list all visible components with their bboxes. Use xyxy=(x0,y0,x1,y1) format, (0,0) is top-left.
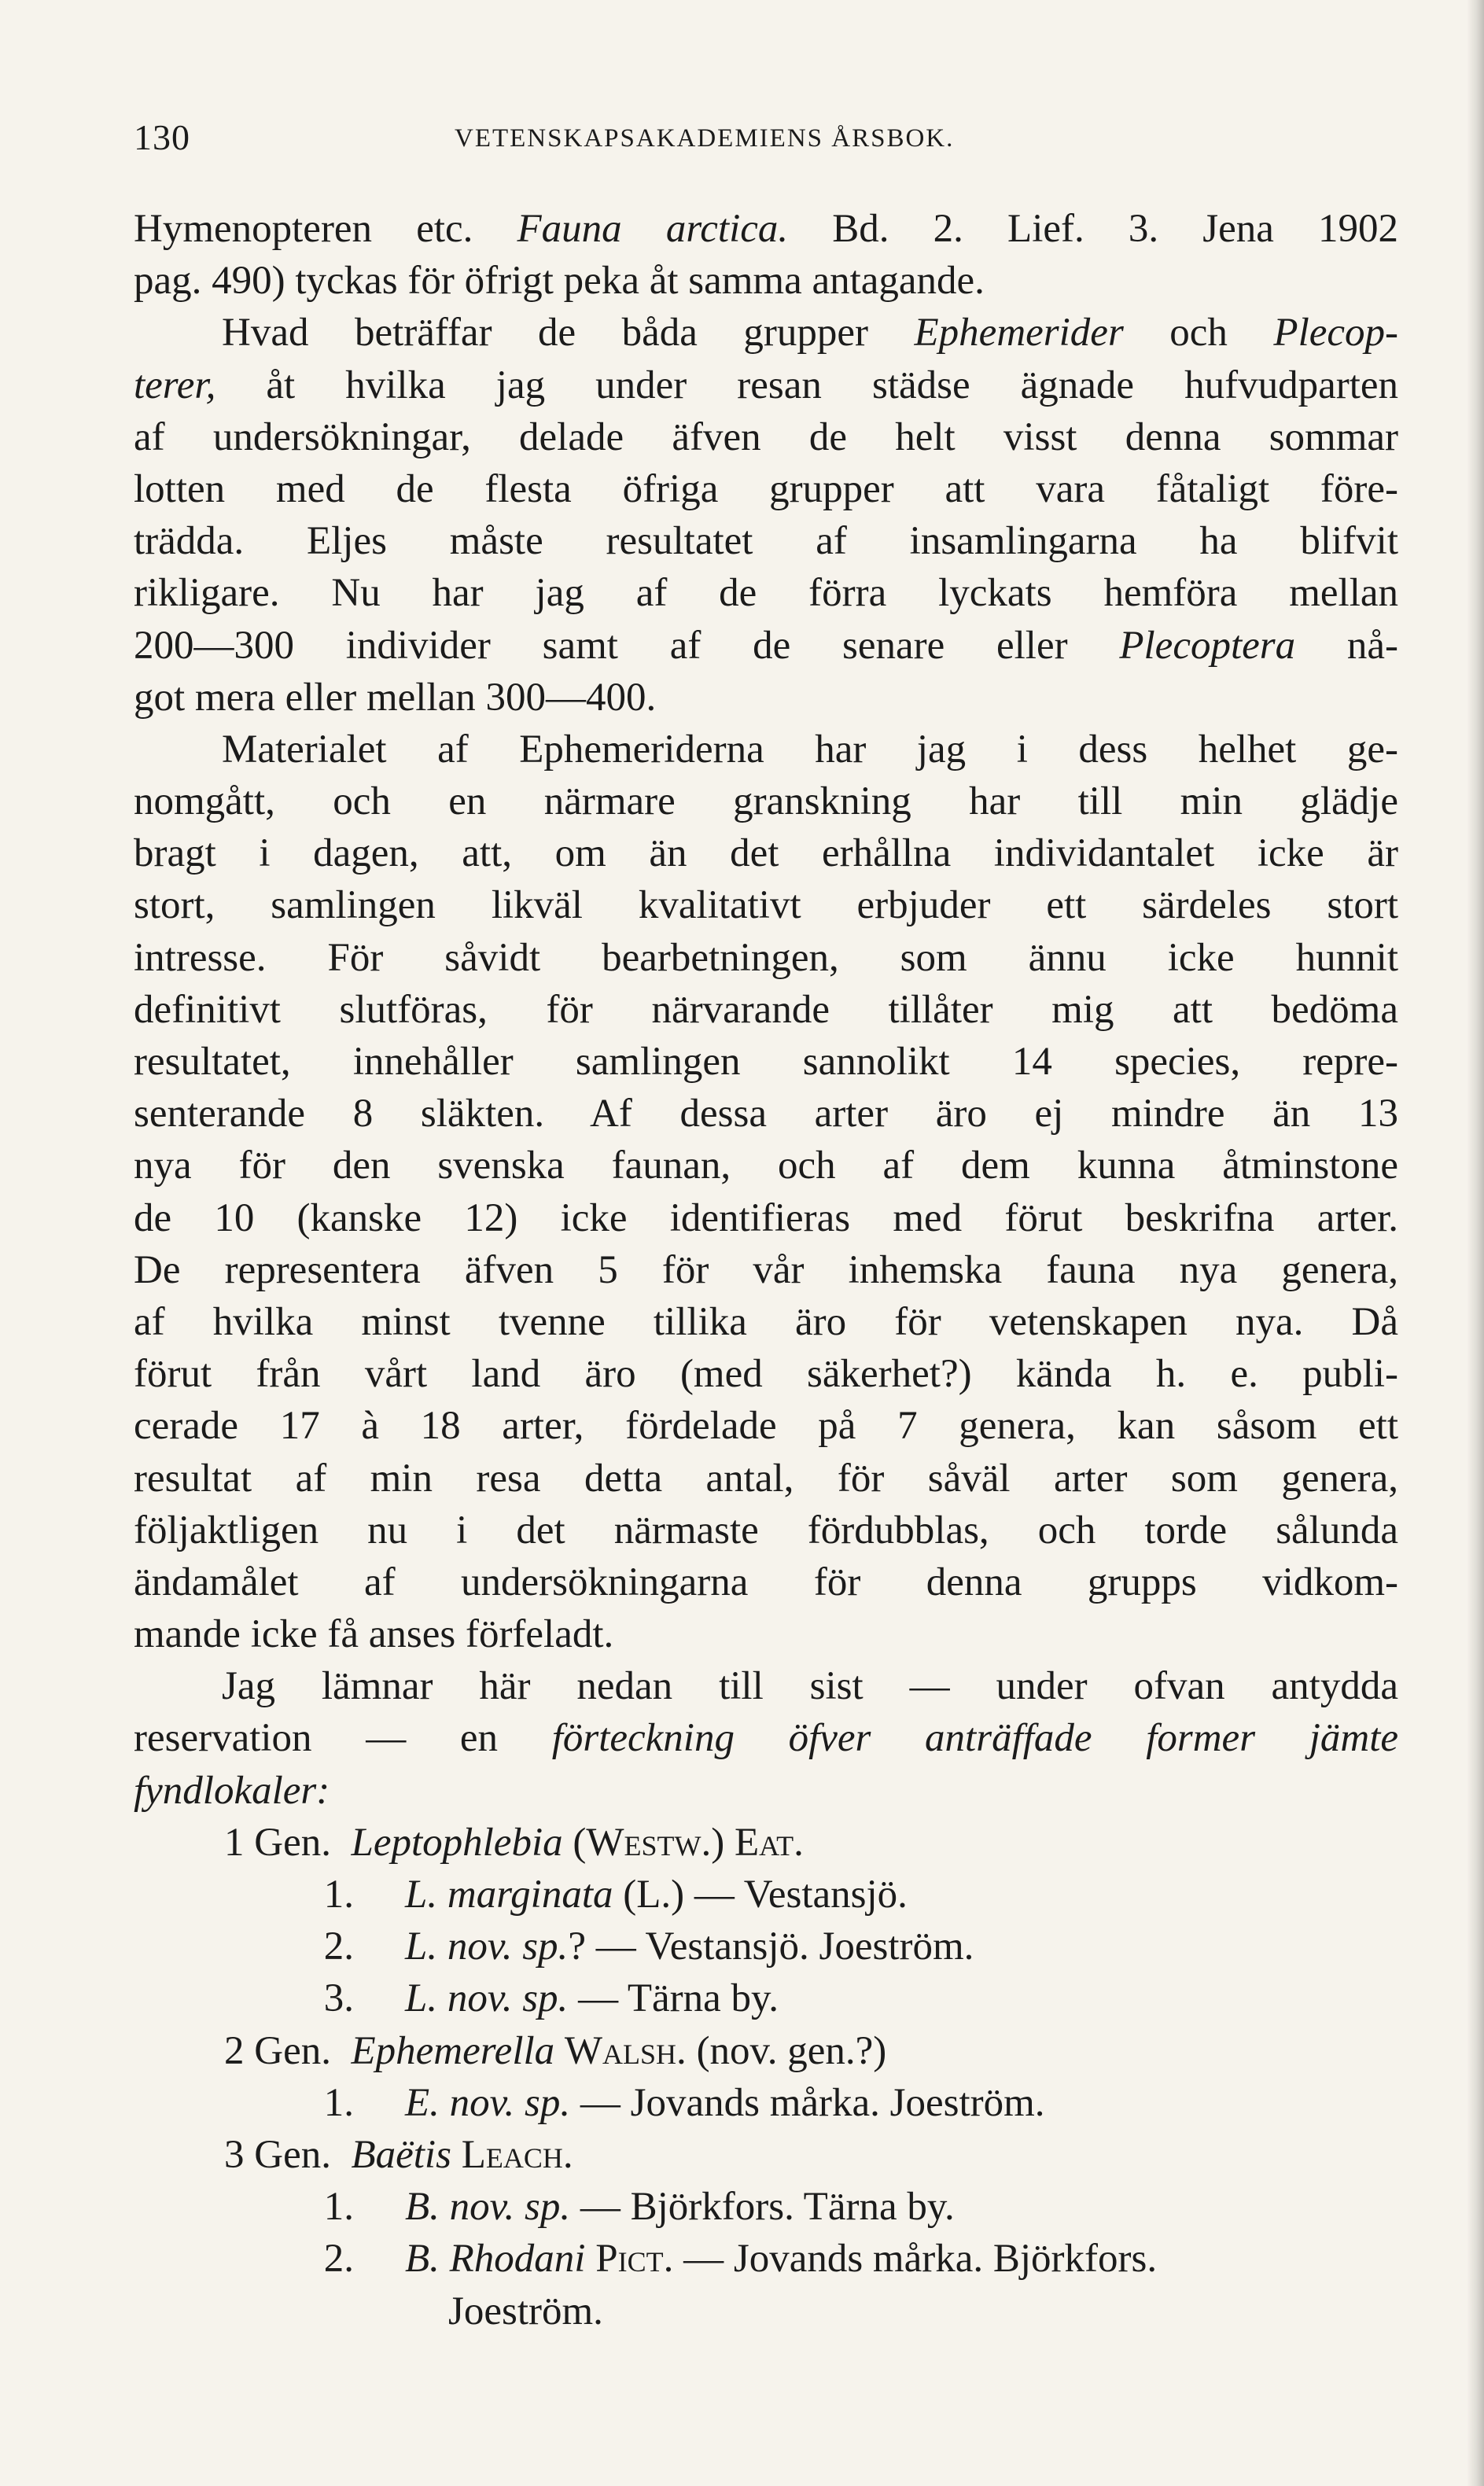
text-line: af hvilka minst tvenne tillika äro för vetenskapen nya. Då xyxy=(134,1299,1398,1344)
species-entry: 3. L. nov. sp. — Tärna by. xyxy=(323,1976,779,2021)
text-line: Hvad beträffar de båda grupper Ephemerider och Plecop- xyxy=(222,311,1398,355)
text-line: stort, samlingen likväl kvalitativt erbjuder ett särdeles stort xyxy=(134,883,1398,928)
text-line: terer, åt hvilka jag under resan städse ägnade hufvudparten xyxy=(134,363,1398,407)
page-number: 130 xyxy=(134,117,190,157)
text-line: Materialet af Ephemeriderna har jag i dess helhet ge- xyxy=(222,727,1398,772)
text-line: mande icke få anses förfeladt. xyxy=(134,1612,614,1657)
genus-entry: 3 Gen. Baëtis Leach. xyxy=(224,2132,573,2177)
genus-entry: 2 Gen. Ephemerella Walsh. (nov. gen.?) xyxy=(224,2028,887,2073)
body-text xyxy=(134,203,1398,2337)
text-line: got mera eller mellan 300—400. xyxy=(134,675,657,720)
text-line: reservation — en förteckning öfver anträffade former jämte xyxy=(134,1716,1399,1761)
species-entry: 1. L. marginata (L.) — Vestansjö. xyxy=(323,1873,908,1917)
text-line: Hymenopteren etc. Fauna arctica. Bd. 2. Lief. 3. Jena 1902 xyxy=(134,207,1399,251)
species-entry: 1. B. nov. sp. — Björkfors. Tärna by. xyxy=(323,2185,955,2230)
text-line: 200—300 individer samt af de senare eller Plecoptera nå- xyxy=(134,623,1398,668)
page-edge-shadow xyxy=(1467,0,1484,2486)
text-line: trädda. Eljes måste resultatet af insamlingarna ha blifvit xyxy=(134,519,1398,564)
text-line: Jag lämnar här nedan till sist — under ofvan antydda xyxy=(222,1664,1398,1709)
text-line: af undersökningar, delade äfven de helt visst denna sommar xyxy=(134,414,1398,459)
text-line: pag. 490) tyckas för öfrigt peka åt samma antagande. xyxy=(134,259,985,304)
text-line: följaktligen nu i det närmaste fördubblas, och torde sålunda xyxy=(134,1508,1398,1552)
text-line: resultatet, innehåller samlingen sannolikt 14 species, repre- xyxy=(134,1040,1398,1084)
genus-entry: 1 Gen. Leptophlebia (Westw.) Eat. xyxy=(224,1820,804,1865)
text-line: fyndlokaler: xyxy=(134,1768,330,1813)
text-line: De representera äfven 5 för vår inhemska fauna nya genera, xyxy=(134,1247,1398,1292)
species-entry: 1. E. nov. sp. — Jovands mårka. Joeström. xyxy=(323,2080,1045,2125)
text-line: resultat af min resa detta antal, för såväl arter som genera, xyxy=(134,1456,1398,1501)
text-line: ändamålet af undersökningarna för denna grupps vidkom- xyxy=(134,1560,1398,1604)
text-line: senterande 8 släkten. Af dessa arter äro ej mindre än 13 xyxy=(134,1092,1398,1136)
species-entry: 2. L. nov. sp.? — Vestansjö. Joeström. xyxy=(323,1924,974,1969)
text-line: cerade 17 à 18 arter, fördelade på 7 genera, kan såsom ett xyxy=(134,1404,1398,1449)
species-entry-continuation: Joeström. xyxy=(448,2289,603,2333)
text-line: de 10 (kanske 12) icke identifieras med förut beskrifna arter. xyxy=(134,1195,1398,1240)
text-line: intresse. För såvidt bearbetningen, som ännu icke hunnit xyxy=(134,935,1398,980)
running-title: VETENSKAPSAKADEMIENS ÅRSBOK. xyxy=(455,124,955,153)
text-line: definitivt slutföras, för närvarande tillåter mig att bedöma xyxy=(134,987,1398,1032)
text-line: nya för den svenska faunan, och af dem kunna åtminstone xyxy=(134,1144,1398,1188)
species-entry: 2. B. Rhodani Pict. — Jovands mårka. Björkfors. xyxy=(323,2237,1158,2282)
text-line: bragt i dagen, att, om än det erhållna individantalet icke är xyxy=(134,831,1398,876)
text-line: förut från vårt land äro (med säkerhet?) kända h. e. publi- xyxy=(134,1352,1398,1397)
text-line: nomgått, och en närmare granskning har till min glädje xyxy=(134,779,1398,824)
running-header xyxy=(134,116,1408,164)
text-line: lotten med de flesta öfriga grupper att vara fåtaligt före- xyxy=(134,466,1398,511)
text-line: rikligare. Nu har jag af de förra lyckats hemföra mellan xyxy=(134,571,1398,616)
